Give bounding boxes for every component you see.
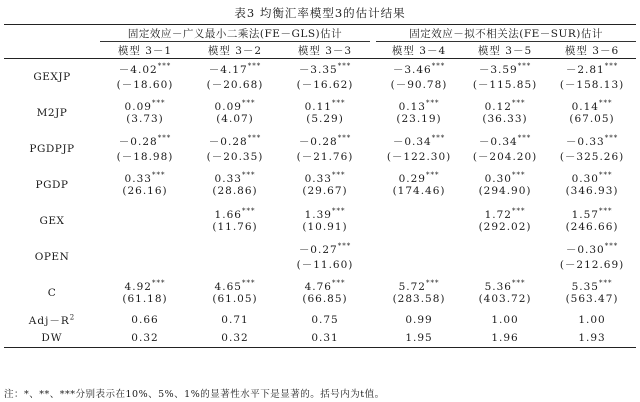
t-value-cell <box>376 257 462 275</box>
coefficient-cell <box>462 239 548 257</box>
coefficient-cell <box>190 239 280 257</box>
coefficient-cell <box>190 203 280 221</box>
coefficient-value: －0.33 <box>565 136 605 148</box>
significance-stars: *** <box>511 99 526 107</box>
coefficient-cell <box>280 203 370 221</box>
coefficient-value: －4.17 <box>208 64 248 76</box>
coefficient-cell <box>548 167 636 185</box>
dw-value: 0.32 <box>190 329 280 348</box>
coefficient-cell <box>462 275 548 293</box>
t-value-cell: (－115.85) <box>472 79 538 91</box>
variable-name: M2JP <box>36 107 68 119</box>
coefficient-cell <box>376 239 462 257</box>
coefficient-value: －3.35 <box>298 64 338 76</box>
t-value-cell: (563.47) <box>565 293 619 305</box>
significance-stars: *** <box>247 62 262 70</box>
coefficient-cell <box>280 167 370 185</box>
coefficient-cell <box>280 239 370 257</box>
coefficient-cell <box>280 59 370 78</box>
adj-r2-value: 0.66 <box>131 314 159 326</box>
coefficient-cell <box>280 95 370 113</box>
variable-name: PGDP <box>35 179 69 191</box>
stub-header <box>4 25 100 42</box>
coefficient-cell <box>462 95 548 113</box>
significance-stars: *** <box>431 62 446 70</box>
coefficient-value: －0.34 <box>392 136 432 148</box>
significance-stars: *** <box>598 279 613 287</box>
group-header-sur: 固定效应－拟不相关法(FE－SUR)估计 <box>376 25 636 42</box>
significance-stars: *** <box>598 171 613 179</box>
adj-r2-value: 1.00 <box>491 314 519 326</box>
coefficient-cell <box>280 275 370 293</box>
adj-r2-superscript: 2 <box>69 313 76 321</box>
stub-header-blank <box>4 42 100 59</box>
coefficient-value: －4.02 <box>118 64 158 76</box>
t-value-cell: (－122.30) <box>386 151 452 163</box>
coefficient-value: 0.33 <box>304 173 332 185</box>
t-value-cell <box>100 221 190 239</box>
coef-row <box>4 95 636 113</box>
coefficient-cell <box>100 167 190 185</box>
significance-stars: *** <box>241 279 256 287</box>
model-header: 模型 3－3 <box>280 42 370 59</box>
adj-r2-value: 1.00 <box>578 314 606 326</box>
dw-value: 0.32 <box>100 329 190 348</box>
t-value-cell: (294.90) <box>478 185 532 197</box>
model-header: 模型 3－2 <box>190 42 280 59</box>
t-value-cell: (36.33) <box>482 113 528 125</box>
t-value-cell: (4.07) <box>216 113 254 125</box>
significance-stars: *** <box>511 207 526 215</box>
t-value-cell: (－90.78) <box>390 79 448 91</box>
t-value-cell <box>376 221 462 239</box>
t-value-cell: (174.46) <box>392 185 446 197</box>
model-header: 模型 3－5 <box>462 42 548 59</box>
adj-r2-value: 0.75 <box>311 314 339 326</box>
coefficient-value: －0.30 <box>565 244 605 256</box>
significance-stars: *** <box>241 99 256 107</box>
coefficient-value: 0.09 <box>124 101 152 113</box>
t-value-cell: (346.93) <box>565 185 619 197</box>
coefficient-value: 0.09 <box>214 101 242 113</box>
significance-stars: *** <box>517 134 532 142</box>
t-value-cell: (26.16) <box>122 185 168 197</box>
coefficient-value: 0.29 <box>398 173 426 185</box>
t-value-cell: (29.67) <box>302 185 348 197</box>
significance-stars: *** <box>337 62 352 70</box>
t-value-cell: (11.76) <box>212 221 258 233</box>
coefficient-value: 1.66 <box>214 209 242 221</box>
coefficient-cell <box>462 59 548 78</box>
coefficient-cell <box>190 59 280 78</box>
coefficient-value: 5.35 <box>571 281 599 293</box>
coefficient-cell <box>100 203 190 221</box>
coefficient-value: 1.72 <box>484 209 512 221</box>
coefficient-value: －3.46 <box>392 64 432 76</box>
coefficient-cell <box>100 59 190 78</box>
coefficient-cell <box>190 275 280 293</box>
dw-label: DW <box>4 329 100 348</box>
significance-stars: *** <box>241 171 256 179</box>
significance-stars: *** <box>337 134 352 142</box>
group-header-row <box>4 25 636 42</box>
model-header: 模型 3－4 <box>376 42 462 59</box>
significance-stars: *** <box>604 242 619 250</box>
coefficient-value: 0.33 <box>214 173 242 185</box>
t-value-cell: (－16.62) <box>296 79 354 91</box>
coefficient-cell <box>462 131 548 149</box>
t-value-cell: (28.86) <box>212 185 258 197</box>
dw-value: 1.95 <box>376 329 462 348</box>
t-value-cell: (－325.26) <box>559 151 625 163</box>
coefficient-value: 1.39 <box>304 209 332 221</box>
adj-r2-value: 0.71 <box>221 314 249 326</box>
coefficient-cell <box>100 131 190 149</box>
coefficient-value: 0.14 <box>571 101 599 113</box>
adj-r2-label <box>4 311 100 329</box>
coef-row <box>4 167 636 185</box>
significance-stars: *** <box>331 171 346 179</box>
significance-stars: *** <box>425 171 440 179</box>
significance-stars: *** <box>517 62 532 70</box>
coefficient-cell <box>376 203 462 221</box>
coefficient-value: －0.28 <box>208 136 248 148</box>
coefficient-cell <box>548 95 636 113</box>
significance-stars: *** <box>511 279 526 287</box>
significance-stars: *** <box>425 279 440 287</box>
significance-stars: *** <box>157 62 172 70</box>
variable-name: GEX <box>39 215 65 227</box>
coefficient-value: 5.36 <box>484 281 512 293</box>
coefficient-cell <box>376 59 462 78</box>
coefficient-value: 4.76 <box>304 281 332 293</box>
coefficient-cell <box>548 131 636 149</box>
adj-r2-label-text: Adj－R <box>28 314 70 327</box>
coefficient-value: 0.30 <box>571 173 599 185</box>
coef-row <box>4 239 636 257</box>
significance-stars: *** <box>331 279 346 287</box>
t-value-cell <box>462 257 548 275</box>
coefficient-value: 0.11 <box>304 101 332 113</box>
variable-name: GEXJP <box>33 71 71 83</box>
coefficient-cell <box>376 167 462 185</box>
t-value-cell: (－204.20) <box>472 151 538 163</box>
significance-stars: *** <box>337 242 352 250</box>
table-title: 表3 均衡汇率模型3的估计结果 <box>234 6 406 20</box>
coefficient-cell <box>100 95 190 113</box>
t-value-cell <box>190 257 280 275</box>
coefficient-cell <box>462 203 548 221</box>
coefficient-value: 5.72 <box>398 281 426 293</box>
coefficient-value: －0.34 <box>478 136 518 148</box>
significance-stars: *** <box>331 99 346 107</box>
dw-value: 1.93 <box>548 329 636 348</box>
coefficient-cell <box>190 167 280 185</box>
coefficient-value: －3.59 <box>478 64 518 76</box>
model-header-row <box>4 42 636 59</box>
t-value-cell: (246.66) <box>565 221 619 233</box>
table-note: 注：*、**、***分别表示在10%、5%、1%的显著性水平下是显著的。括号内为t值。 <box>4 389 385 400</box>
coefficient-value: 1.57 <box>571 209 599 221</box>
coef-row <box>4 59 636 78</box>
coef-row <box>4 203 636 221</box>
significance-stars: *** <box>157 134 172 142</box>
significance-stars: *** <box>331 207 346 215</box>
coefficient-value: －2.81 <box>565 64 605 76</box>
coefficient-value: 4.65 <box>214 281 242 293</box>
dw-row <box>4 329 636 348</box>
significance-stars: *** <box>151 279 166 287</box>
coefficient-cell <box>376 275 462 293</box>
coefficient-cell <box>190 131 280 149</box>
coefficient-cell <box>462 167 548 185</box>
coefficient-cell <box>376 131 462 149</box>
significance-stars: *** <box>604 62 619 70</box>
adj-r2-value: 0.99 <box>405 314 433 326</box>
significance-stars: *** <box>431 134 446 142</box>
t-value-cell: (－11.60) <box>296 259 354 271</box>
significance-stars: *** <box>151 171 166 179</box>
significance-stars: *** <box>604 134 619 142</box>
dw-value: 1.96 <box>462 329 548 348</box>
coefficient-value: 0.12 <box>484 101 512 113</box>
significance-stars: *** <box>151 99 166 107</box>
t-value-cell: (66.85) <box>302 293 348 305</box>
t-value-cell: (3.73) <box>126 113 164 125</box>
variable-name: PGDPJP <box>29 143 75 155</box>
dw-value: 0.31 <box>280 329 370 348</box>
model-header: 模型 3－1 <box>100 42 190 59</box>
coefficient-value: －0.28 <box>118 136 158 148</box>
variable-name: C <box>47 287 57 299</box>
model-header: 模型 3－6 <box>548 42 636 59</box>
coefficient-cell <box>190 95 280 113</box>
t-value-cell: (－20.68) <box>206 79 264 91</box>
coefficient-cell <box>280 131 370 149</box>
t-value-cell: (－20.35) <box>206 151 264 163</box>
adj-r2-row <box>4 311 636 329</box>
t-value-cell: (283.58) <box>392 293 446 305</box>
coefficient-value: 0.33 <box>124 173 152 185</box>
t-value-cell: (61.05) <box>212 293 258 305</box>
t-value-cell: (10.91) <box>302 221 348 233</box>
significance-stars: *** <box>598 207 613 215</box>
significance-stars: *** <box>247 134 262 142</box>
estimation-table <box>4 24 636 348</box>
coefficient-cell <box>548 203 636 221</box>
t-value-cell: (－21.76) <box>296 151 354 163</box>
t-value-cell: (67.05) <box>569 113 615 125</box>
coefficient-value: 0.13 <box>398 101 426 113</box>
coefficient-value: －0.27 <box>298 244 338 256</box>
coef-row <box>4 131 636 149</box>
significance-stars: *** <box>241 207 256 215</box>
t-value-cell: (403.72) <box>478 293 532 305</box>
t-value-cell: (－18.60) <box>116 79 174 91</box>
significance-stars: *** <box>511 171 526 179</box>
coefficient-value: 4.92 <box>124 281 152 293</box>
t-value-cell: (－18.98) <box>116 151 174 163</box>
t-value-cell: (292.02) <box>478 221 532 233</box>
coefficient-cell <box>548 59 636 78</box>
significance-stars: *** <box>598 99 613 107</box>
t-value-cell <box>100 257 190 275</box>
variable-name: OPEN <box>34 251 70 263</box>
t-value-cell: (－158.13) <box>559 79 625 91</box>
coefficient-cell <box>548 239 636 257</box>
coef-row <box>4 275 636 293</box>
t-value-cell: (5.29) <box>306 113 344 125</box>
t-value-cell: (61.18) <box>122 293 168 305</box>
group-header-gls: 固定效应－广义最小二乘法(FE－GLS)估计 <box>100 25 370 42</box>
coefficient-value: 0.30 <box>484 173 512 185</box>
coefficient-cell <box>376 95 462 113</box>
coefficient-value: －0.28 <box>298 136 338 148</box>
coefficient-cell <box>548 275 636 293</box>
significance-stars: *** <box>425 99 440 107</box>
t-value-cell: (－212.69) <box>559 259 625 271</box>
t-value-cell: (23.19) <box>396 113 442 125</box>
coefficient-cell <box>100 275 190 293</box>
coefficient-cell <box>100 239 190 257</box>
